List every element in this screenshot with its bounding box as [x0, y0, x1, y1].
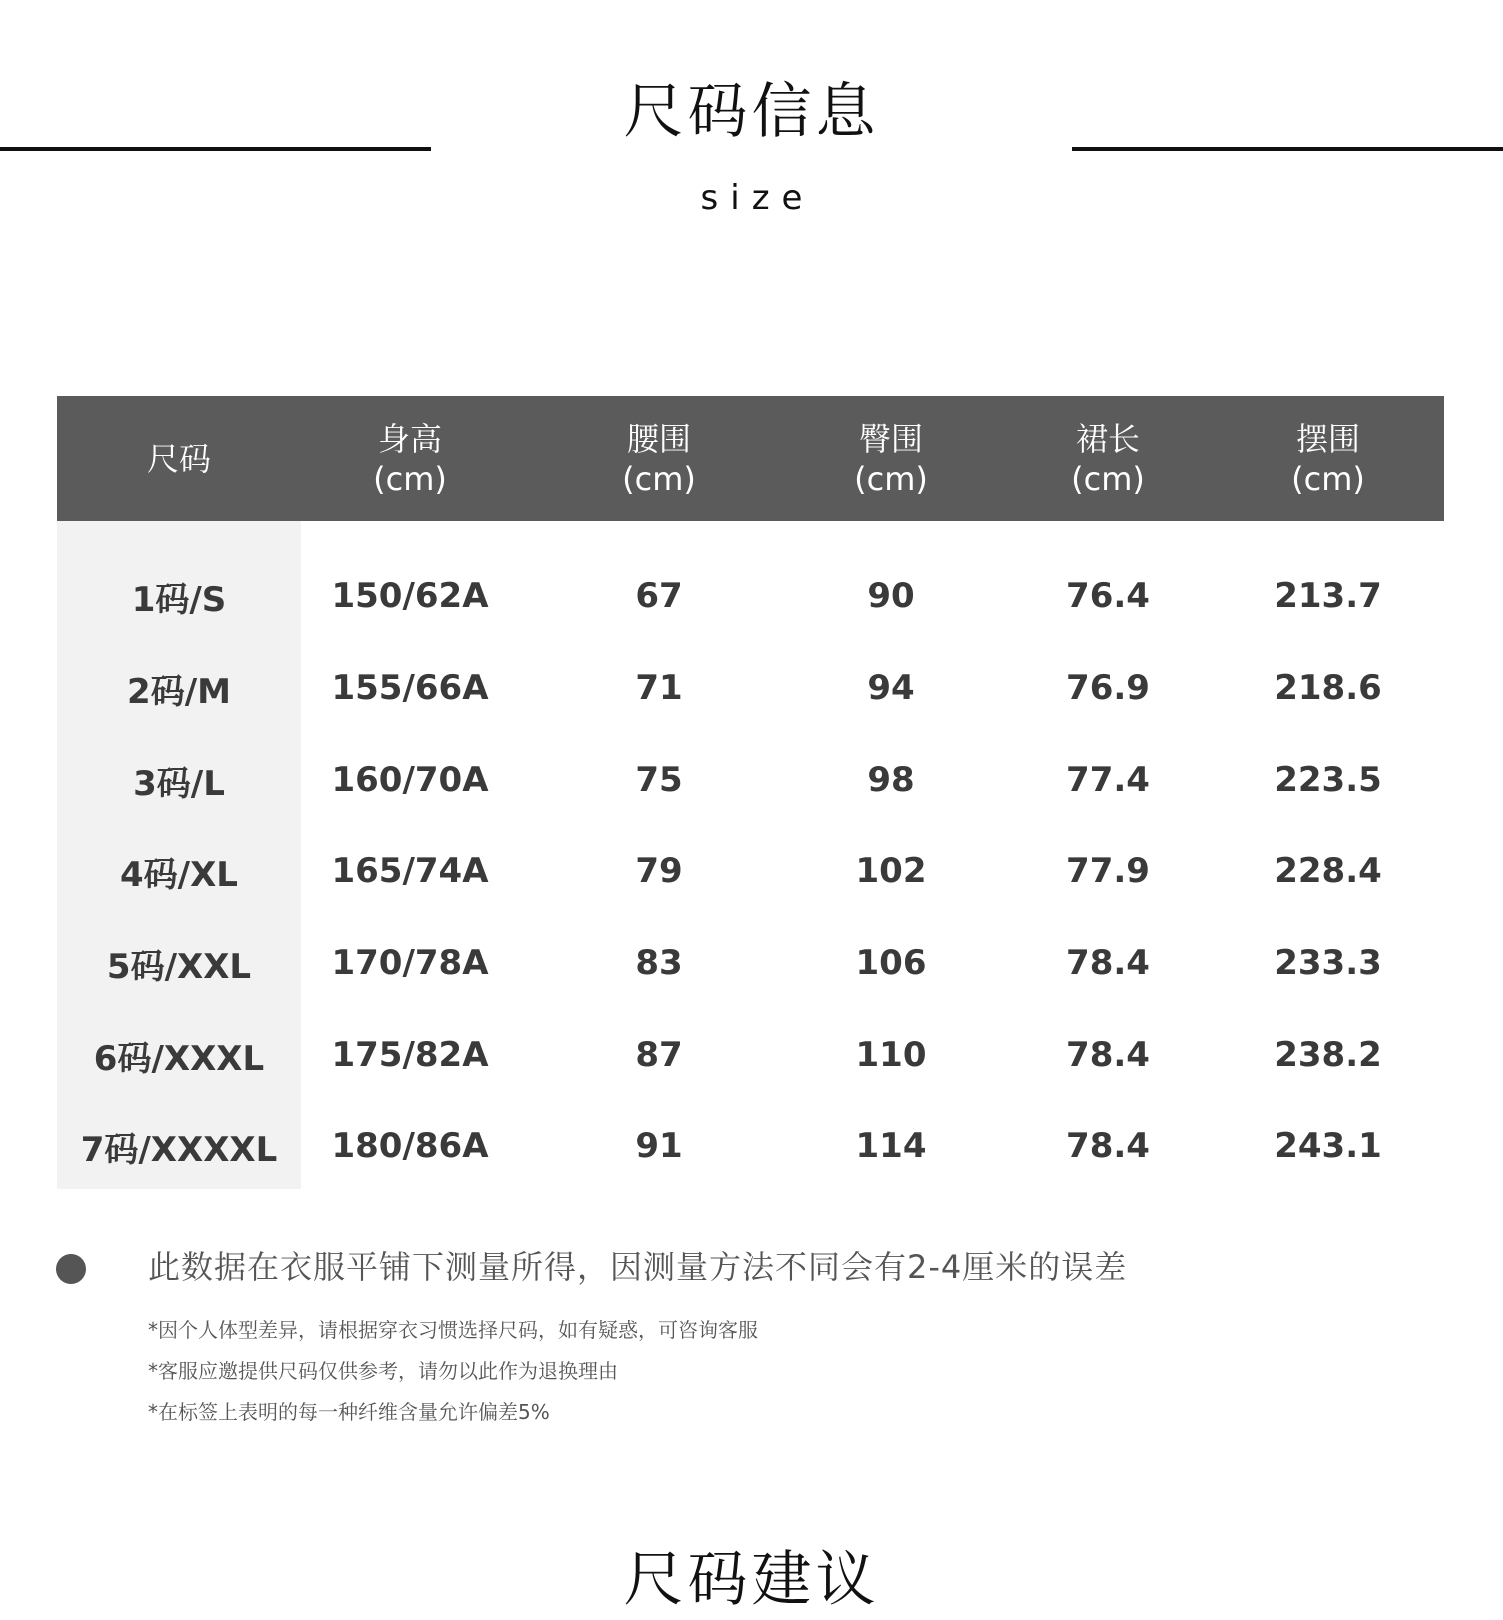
cell-height: 170/78A [331, 943, 489, 983]
note-item: *因个人体型差异，请根据穿衣习惯选择尺码，如有疑惑，可咨询客服 [148, 1318, 758, 1342]
cell-skirt-length: 77.9 [1066, 851, 1150, 891]
cell-height: 155/66A [331, 668, 489, 708]
table-row [57, 550, 1444, 642]
cell-size: 4码/XL [120, 854, 238, 895]
cell-hem: 223.5 [1274, 760, 1382, 800]
table-row [57, 825, 1444, 917]
cell-hem: 228.4 [1274, 851, 1382, 891]
cell-hem: 243.1 [1274, 1126, 1382, 1166]
cell-hip: 114 [855, 1126, 927, 1166]
next-section-title: 尺码建议 [623, 1545, 880, 1615]
header-skirt-length [983, 396, 1233, 521]
measurement-note: 此数据在衣服平铺下测量所得，因测量方法不同会有2-4厘米的误差 [148, 1248, 1128, 1286]
cell-waist: 75 [635, 760, 683, 800]
cell-hem: 233.3 [1274, 943, 1382, 983]
header-hem-label: 摆围 [1295, 419, 1360, 458]
cell-hem: 218.6 [1274, 668, 1382, 708]
cell-size: 6码/XXXL [93, 1038, 265, 1079]
header-skirt-length-unit: (cm) [1071, 459, 1145, 498]
cell-height: 150/62A [331, 576, 489, 616]
cell-skirt-length: 78.4 [1066, 943, 1150, 983]
cell-hip: 110 [855, 1035, 927, 1075]
size-table [57, 396, 1444, 1189]
cell-size: 5码/XXL [106, 946, 252, 987]
cell-hip: 106 [855, 943, 927, 983]
cell-waist: 67 [635, 576, 683, 616]
header-height-unit: (cm) [373, 459, 447, 498]
cell-hip: 90 [867, 576, 915, 616]
cell-size: 3码/L [133, 763, 225, 804]
page-title: 尺码信息 [623, 77, 880, 147]
header-waist [519, 396, 799, 521]
cell-skirt-length: 78.4 [1066, 1035, 1150, 1075]
header-waist-unit: (cm) [622, 459, 696, 498]
table-row [57, 642, 1444, 734]
header-hip-unit: (cm) [854, 459, 928, 498]
table-row [57, 1100, 1444, 1192]
header-hip [799, 396, 983, 521]
cell-hip: 94 [867, 668, 915, 708]
header-hem [1233, 396, 1423, 521]
note-item: *客服应邀提供尺码仅供参考，请勿以此作为退换理由 [148, 1359, 618, 1383]
cell-hip: 102 [855, 851, 927, 891]
table-row [57, 1009, 1444, 1101]
title-divider-left [0, 147, 431, 151]
cell-waist: 79 [635, 851, 683, 891]
table-row [57, 734, 1444, 826]
cell-skirt-length: 78.4 [1066, 1126, 1150, 1166]
table-body [57, 521, 1444, 1189]
table-header [57, 396, 1444, 521]
bullet-dot-icon [56, 1254, 86, 1284]
cell-size: 2码/M [127, 671, 231, 712]
cell-height: 160/70A [331, 760, 489, 800]
header-size [57, 396, 301, 521]
cell-size: 1码/S [131, 579, 227, 620]
header-hem-unit: (cm) [1291, 459, 1365, 498]
header-hip-label: 臀围 [858, 419, 923, 458]
title-divider-right [1072, 147, 1503, 151]
cell-hem: 213.7 [1274, 576, 1382, 616]
note-item: *在标签上表明的每一种纤维含量允许偏差5% [148, 1400, 550, 1424]
header-height-label: 身高 [377, 419, 442, 458]
header-skirt-length-label: 裙长 [1075, 419, 1140, 458]
cell-waist: 83 [635, 943, 683, 983]
table-row [57, 917, 1444, 1009]
cell-size: 7码/XXXXL [80, 1129, 278, 1170]
cell-skirt-length: 76.9 [1066, 668, 1150, 708]
header-waist-label: 腰围 [626, 419, 691, 458]
cell-hem: 238.2 [1274, 1035, 1382, 1075]
cell-waist: 87 [635, 1035, 683, 1075]
cell-height: 180/86A [331, 1126, 489, 1166]
header-size-label: 尺码 [146, 439, 211, 478]
cell-hip: 98 [867, 760, 915, 800]
cell-skirt-length: 76.4 [1066, 576, 1150, 616]
header-height [301, 396, 519, 521]
cell-waist: 71 [635, 668, 683, 708]
cell-height: 165/74A [331, 851, 489, 891]
page-subtitle: size [700, 178, 815, 218]
cell-waist: 91 [635, 1126, 683, 1166]
cell-height: 175/82A [331, 1035, 489, 1075]
cell-skirt-length: 77.4 [1066, 760, 1150, 800]
